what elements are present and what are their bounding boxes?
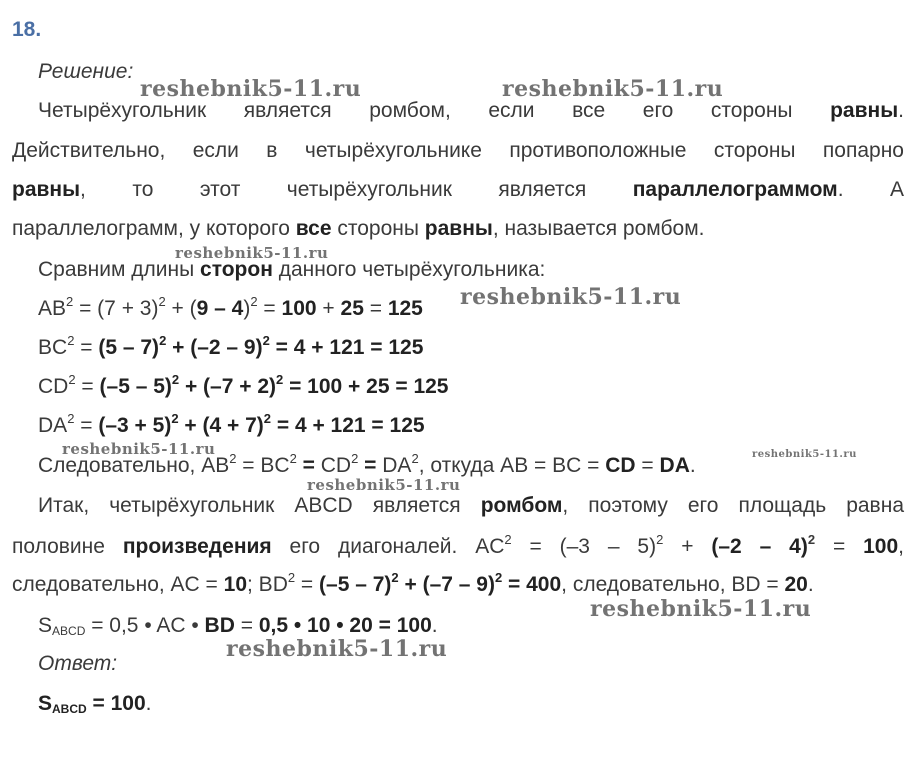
superscript: 2: [807, 532, 816, 547]
text-span: .: [898, 99, 904, 122]
bold-span: равны: [12, 178, 81, 201]
text-span: следовательно, AC =: [12, 573, 224, 596]
text-span: AB: [38, 297, 67, 320]
paragraph-diagonals: [12, 571, 904, 599]
problem-number: 18.: [12, 18, 42, 41]
superscript: 2: [351, 451, 359, 466]
bold-span: CD: [605, 454, 636, 477]
text-span: Сравним длины: [38, 258, 201, 281]
bold-span: ромбом: [480, 494, 563, 517]
superscript: 2: [391, 570, 399, 585]
watermark: reshebnik5-11.ru: [752, 449, 857, 460]
superscript: 2: [262, 333, 270, 348]
bold-span: (5 – 7): [98, 336, 160, 359]
superscript: 2: [171, 372, 180, 387]
text-span: = (7 + 3): [73, 297, 159, 320]
bold-span: = 100 + 25 = 125: [283, 375, 449, 398]
text-span: = (–3 – 5): [511, 535, 657, 558]
text-span: .: [807, 573, 814, 596]
text-span: = BC: [236, 454, 290, 477]
solution-label: Решение:: [38, 60, 134, 83]
bold-span: все: [295, 217, 332, 240]
text-span: , поэтому его площадь равна: [562, 494, 904, 517]
superscript: 2: [504, 532, 512, 547]
text-span: , то этот четырёхугольник является: [80, 178, 633, 201]
paragraph-parallelogram-equal-sides: [12, 215, 904, 243]
answer-label: Ответ:: [38, 652, 118, 675]
text-span: =: [363, 297, 388, 320]
superscript: 2: [287, 570, 296, 585]
watermark: reshebnik5-11.ru: [175, 244, 329, 262]
bold-span: произведения: [122, 535, 272, 558]
equation-bc: [38, 334, 904, 362]
text-span: данного четырёхугольника:: [272, 258, 546, 281]
text-span: =: [257, 297, 282, 320]
watermark: reshebnik5-11.ru: [502, 76, 724, 102]
bold-span: параллелограммом: [632, 178, 838, 201]
text-span: ; BD: [247, 573, 288, 596]
bold-span: =: [358, 454, 383, 477]
text-span: параллелограмм, у которого: [12, 217, 296, 240]
bold-span: S: [38, 692, 53, 715]
text-span: ): [243, 297, 251, 320]
superscript: 2: [67, 333, 75, 348]
text-span: .: [431, 614, 438, 637]
text-span: , следовательно, BD =: [561, 573, 785, 596]
bold-span: (–5 – 5): [99, 375, 172, 398]
bold-span: (–5 – 7): [319, 573, 392, 596]
bold-span: + (–7 – 9): [398, 573, 495, 596]
watermark: reshebnik5-11.ru: [62, 440, 216, 458]
superscript: 2: [289, 451, 297, 466]
text-span: DA: [382, 454, 412, 477]
paragraph-indeed: [12, 137, 904, 165]
bold-span: 10: [223, 573, 248, 596]
subscript: ABCD: [52, 624, 86, 638]
bold-span: 20: [784, 573, 808, 596]
superscript: 2: [67, 411, 75, 426]
superscript: 2: [68, 372, 76, 387]
text-span: Действительно, если в четырёхугольнике противоположные стороны попарно: [12, 139, 904, 162]
paragraph-parallelogram: [12, 176, 904, 204]
text-span: стороны: [331, 217, 425, 240]
text-span: , называется ромбом.: [492, 217, 705, 240]
text-span: Четырёхугольник является ромбом, если все его стороны: [38, 99, 831, 122]
bold-span: = 4 + 121 = 125: [271, 414, 425, 437]
watermark: reshebnik5-11.ru: [226, 636, 448, 662]
watermark: reshebnik5-11.ru: [460, 284, 682, 310]
text-span: DA: [38, 414, 68, 437]
bold-span: 0,5 • 10 • 20 = 100: [258, 614, 432, 637]
text-span: , откуда AB = BC =: [418, 454, 606, 477]
text-span: CD: [38, 375, 69, 398]
watermark: reshebnik5-11.ru: [307, 476, 461, 494]
bold-span: + (4 + 7): [178, 414, 264, 437]
paragraph-itak: [38, 492, 904, 520]
bold-span: = 4 + 121 = 125: [269, 336, 424, 359]
text-span: + (: [165, 297, 197, 320]
text-span: Итак, четырёхугольник ABCD является: [38, 494, 481, 517]
text-span: S: [38, 614, 53, 637]
bold-span: 100: [281, 297, 317, 320]
bold-span: 100: [863, 535, 899, 558]
superscript: 2: [171, 411, 179, 426]
text-span: его диагоналей. AC: [271, 535, 505, 558]
text-span: .: [145, 692, 152, 715]
text-span: =: [74, 336, 99, 359]
text-span: +: [663, 535, 712, 558]
text-span: ,: [898, 535, 904, 558]
superscript: 2: [656, 532, 664, 547]
text-span: = 0,5 • AC •: [85, 614, 205, 637]
subscript: ABCD: [52, 702, 87, 716]
bold-span: DA: [659, 454, 690, 477]
text-span: . А: [837, 178, 904, 201]
equation-da: [38, 412, 904, 440]
answer-value: [38, 690, 904, 718]
text-span: .: [689, 454, 696, 477]
superscript: 2: [66, 294, 74, 309]
text-span: =: [74, 414, 99, 437]
text-span: половине: [12, 535, 123, 558]
bold-span: равны: [830, 99, 899, 122]
bold-span: 9 – 4: [196, 297, 244, 320]
text-span: =: [234, 614, 259, 637]
bold-span: (–3 + 5): [98, 414, 172, 437]
text-span: Следовательно, AB: [38, 454, 230, 477]
bold-span: сторон: [200, 258, 273, 281]
bold-span: 25: [340, 297, 364, 320]
superscript: 2: [494, 570, 503, 585]
text-span: BC: [38, 336, 68, 359]
superscript: 2: [411, 451, 419, 466]
text-span: CD: [320, 454, 352, 477]
bold-span: + (–2 – 9): [166, 336, 263, 359]
bold-span: = 100: [86, 692, 146, 715]
superscript: 2: [276, 372, 284, 387]
text-span: +: [316, 297, 341, 320]
bold-span: 125: [387, 297, 423, 320]
superscript: 2: [158, 294, 166, 309]
superscript: 2: [159, 333, 167, 348]
text-span: =: [815, 535, 864, 558]
bold-span: + (–7 + 2): [179, 375, 277, 398]
text-span: =: [295, 573, 320, 596]
bold-span: =: [296, 454, 321, 477]
bold-span: = 400: [502, 573, 562, 596]
paragraph-half-product: [12, 533, 904, 561]
superscript: 2: [263, 411, 272, 426]
bold-span: (–2 – 4): [711, 535, 808, 558]
paragraph-compare-sides: [38, 256, 904, 284]
superscript: 2: [229, 451, 237, 466]
equation-cd: [38, 373, 904, 401]
bold-span: равны: [424, 217, 493, 240]
watermark: reshebnik5-11.ru: [590, 596, 812, 622]
watermark: reshebnik5-11.ru: [140, 76, 362, 102]
superscript: 2: [250, 294, 258, 309]
text-span: =: [75, 375, 100, 398]
bold-span: BD: [204, 614, 235, 637]
text-span: =: [635, 454, 660, 477]
